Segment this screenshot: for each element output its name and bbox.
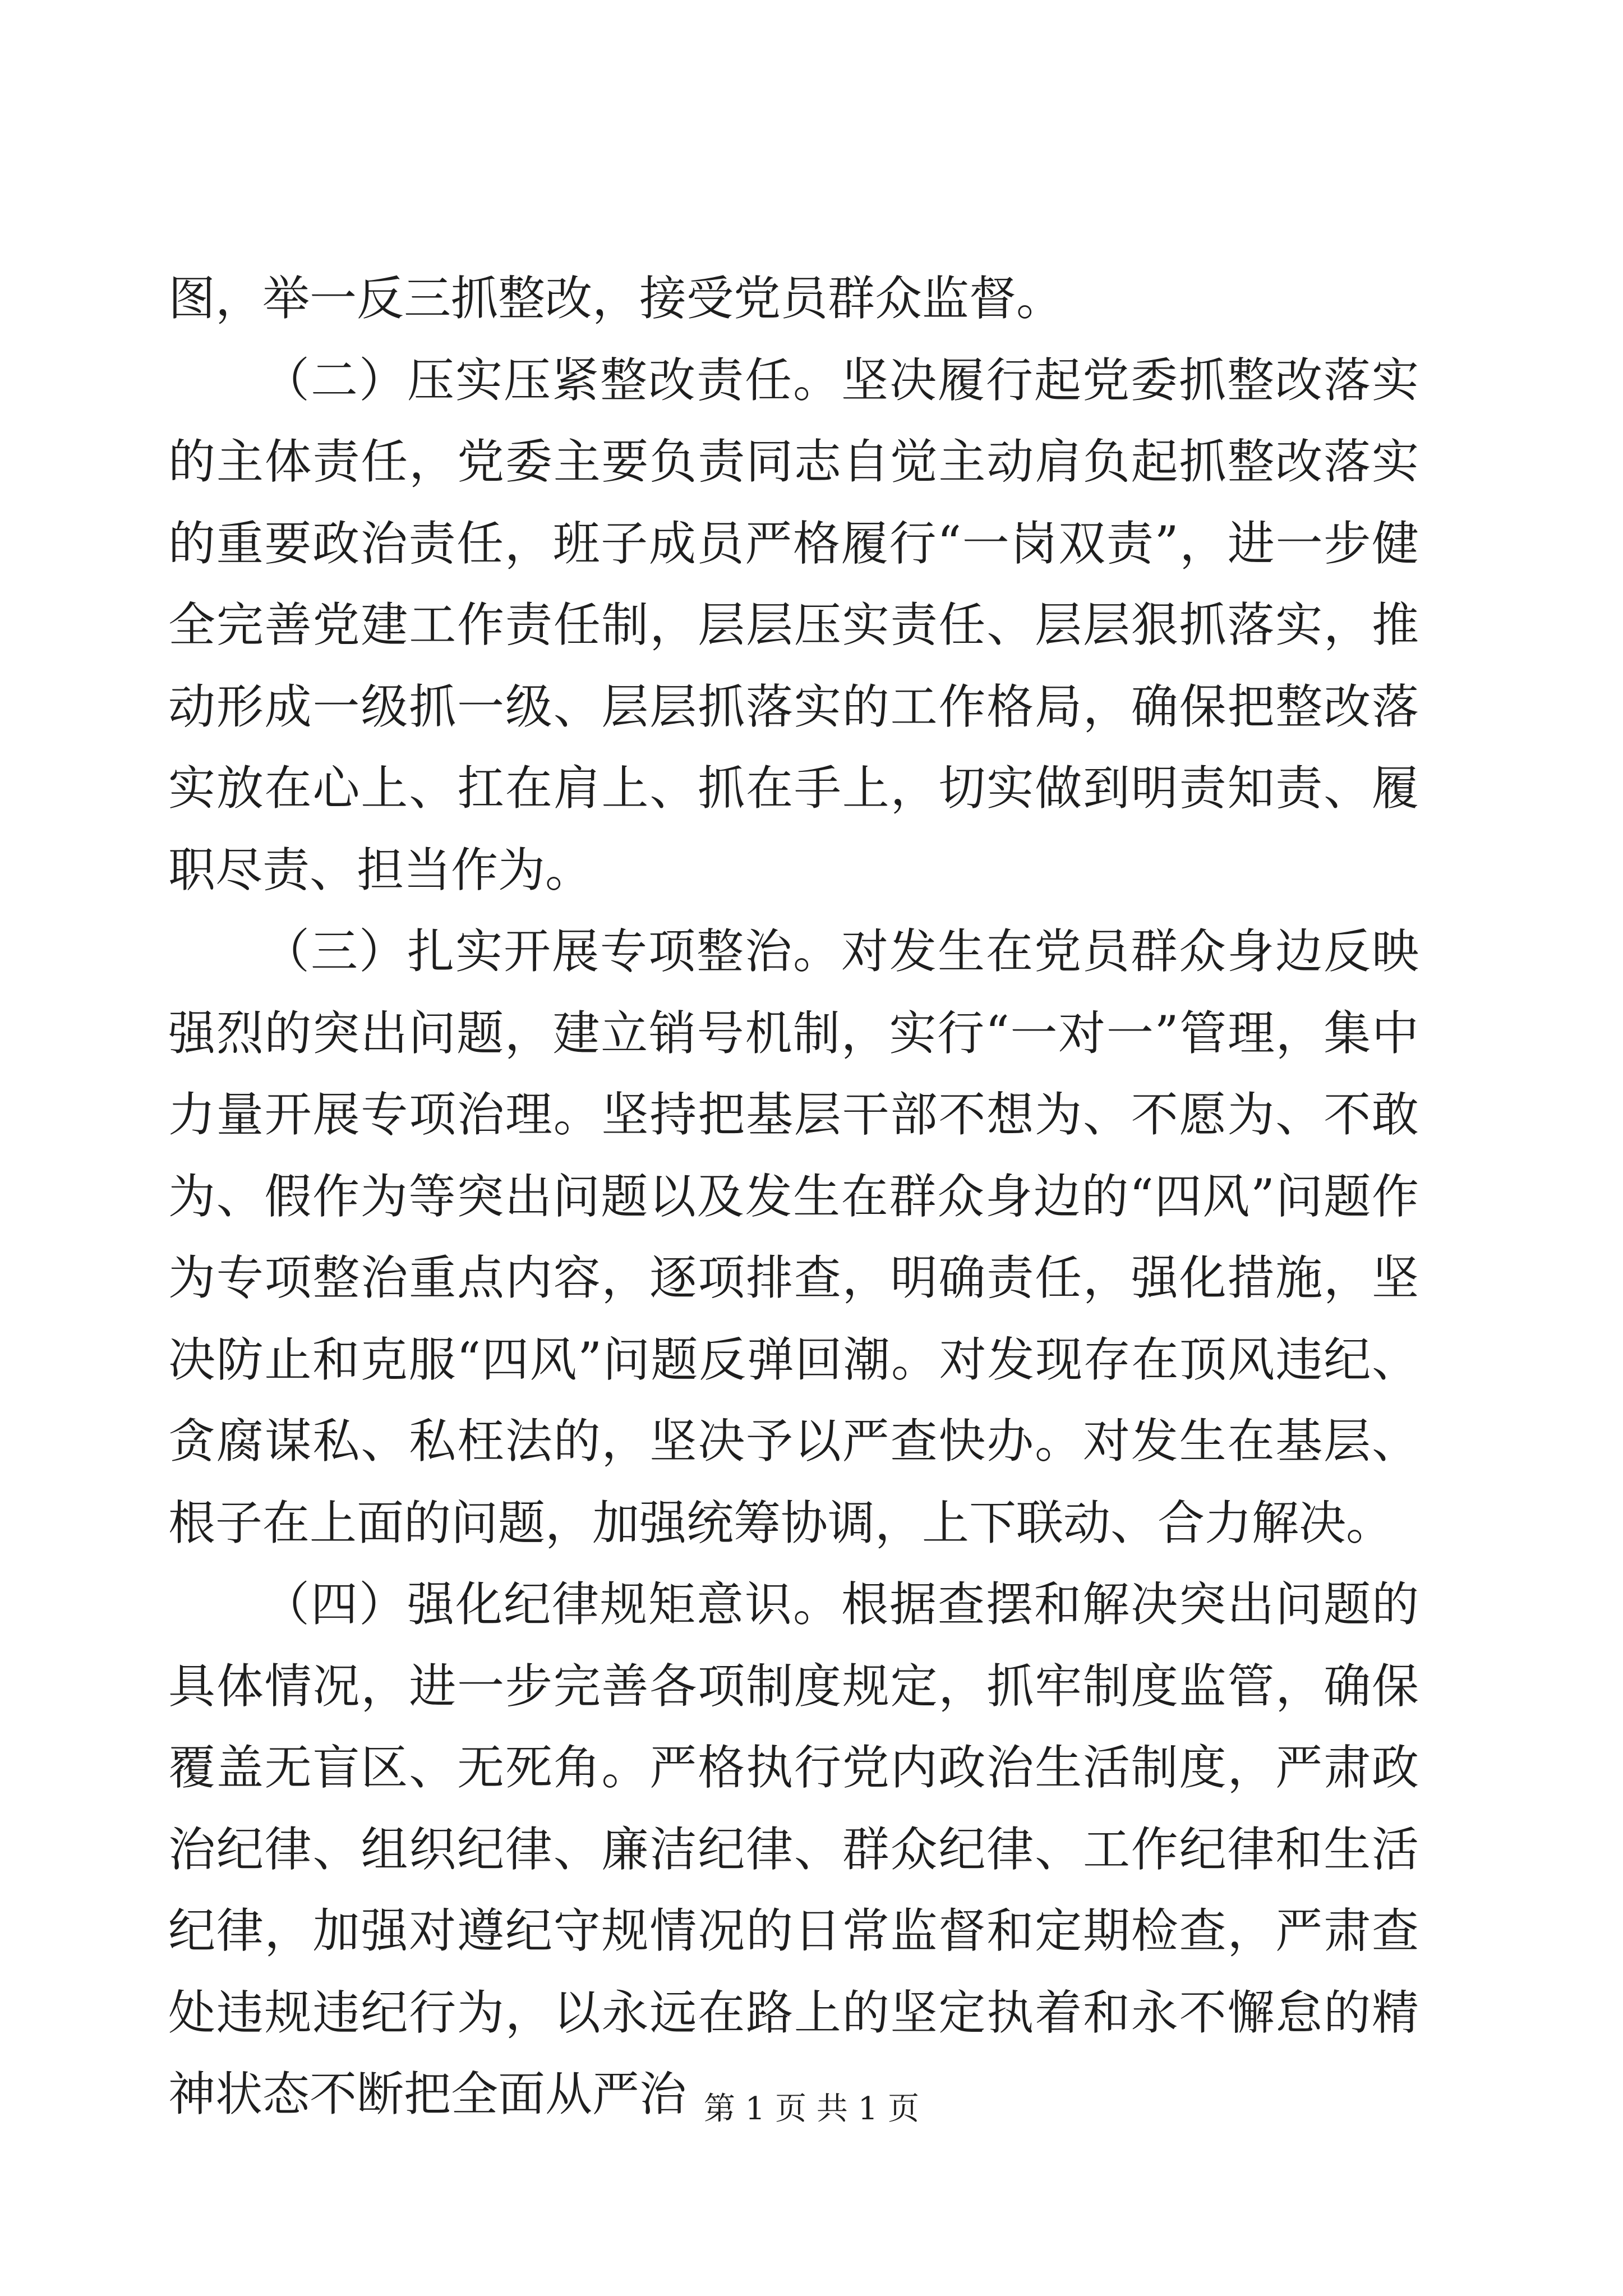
page-footer: 第 1 页 共 1 页 <box>703 2091 920 2127</box>
paragraph-section-2: （二）压实压紧整改责任。坚决履行起党委抓整改落实的主体责任，党委主要负责同志自觉主动肩负起抓整改落实的重要政治责任，班子成员严格履行“一岗双责”，进一步健全完善党建工作责任制，层层压实责任、层层狠抓落实，推动形成一级抓一级、层层抓落实的工作格局，确保把整改落实放在心上、扛在肩上、抓在手上，切实做到明责知责、履职尽责、担当作为。 <box>168 352 1419 898</box>
paragraph-continuation: 图，举一反三抓整改，接受党员群众监督。 <box>168 271 1064 326</box>
paragraph-section-4: （四）强化纪律规矩意识。根据查摆和解决突出问题的具体情况，进一步完善各项制度规定，抓牢制度监管，确保覆盖无盲区、无死角。严格执行党内政治生活制度，严肃政治纪律、组织纪律、廉洁纪律、群众纪律、工作纪律和生活纪律，加强对遵纪守规情况的日常监督和定期检查，严肃查处违规违纪行为，以永远在路上的坚定执着和永不懈怠的精神状态不断把全面从严治 <box>168 1577 1419 2122</box>
body-text <box>168 258 1419 2136</box>
paragraph-section-3: （三）扎实开展专项整治。对发生在党员群众身边反映强烈的突出问题，建立销号机制，实行“一对一”管理，集中力量开展专项治理。坚持把基层干部不想为、不愿为、不敢为、假作为等突出问题以及发生在群众身边的“四风”问题作为专项整治重点内容，逐项排查，明确责任，强化措施，坚决防止和克服“四风”问题反弹回潮。对发现存在顶风违纪、贪腐谋私、私枉法的，坚决予以严查快办。对发生在基层、根子在上面的问题，加强统筹协调，上下联动、合力解决。 <box>168 924 1419 1550</box>
